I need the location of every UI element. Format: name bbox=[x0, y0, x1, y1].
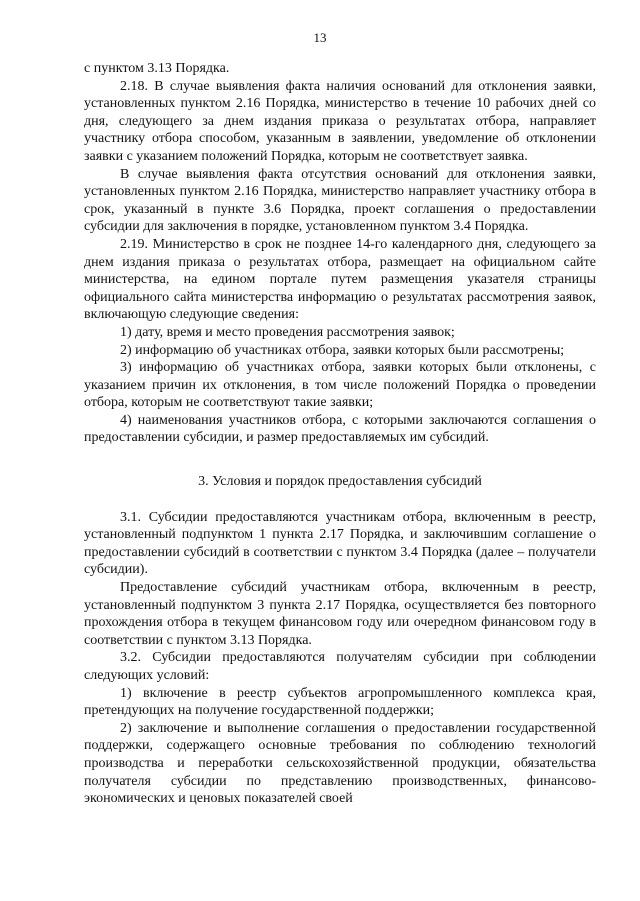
section-heading: 3. Условия и порядок предоставления субсидий bbox=[198, 474, 482, 490]
paragraph-2-19: 2.19. Министерство в срок не позднее 14-го календарного дня, следующего за днем издания приказа о результатах отбора, размещает на официальном сайте министерства, на едином портале путем размещения указателя страницы официального сайта министерства информацию о результатах рассмотрения заявок, включающую следующие сведения: bbox=[84, 236, 596, 323]
page-number: 13 bbox=[313, 30, 327, 45]
document-body bbox=[84, 60, 596, 808]
list-item-3-2-2: 2) заключение и выполнение соглашения о предоставлении государственной поддержки, содержащего основные требования по соблюдению технологий производства и переработки сельскохозяйственной продукции, обязательства получателя субсидии по представлению производственных, финансово-экономических и ценовых показателей своей bbox=[84, 720, 596, 807]
paragraph-2-18-absence: В случае выявления факта отсутствия оснований для отклонения заявки, установленных пунктом 2.16 Порядка, министерство направляет участнику отбора в срок, указанный в пункте 3.6 Порядка, проект соглашения о предоставлении субсидии для заключения в порядке, установленном пунктом 3.4 Порядка. bbox=[84, 166, 596, 235]
list-item-2-19-4: 4) наименования участников отбора, с которыми заключаются соглашения о предоставлении субсидии, и размер предоставляемых им субсидий. bbox=[84, 412, 596, 446]
list-item-2-19-2: 2) информацию об участниках отбора, заявки которых были рассмотрены; bbox=[120, 342, 565, 358]
paragraph-3-1-registry: Предоставление субсидий участникам отбора, включенным в реестр, установленный подпунктом 3 пункта 2.17 Порядка, осуществляется без повторного прохождения отбора в текущем финансовом году или очередном финансовом году в соответствии с пунктом 3.13 Порядка. bbox=[84, 580, 596, 648]
paragraph-3-2: 3.2. Субсидии предоставляются получателям субсидии при соблюдении следующих условий: bbox=[84, 650, 596, 683]
list-item-2-19-3: 3) информацию об участниках отбора, заявки которых были отклонены, с указанием причин их отклонения, в том числе положений Порядка о проведении отбора, которым не соответствуют такие заявки; bbox=[84, 360, 596, 411]
paragraph-3-1: 3.1. Субсидии предоставляются участникам отбора, включенным в реестр, установленный подпунктом 1 пункта 2.17 Порядка, и заключившим соглашение о предоставлении субсидий в соответствии с пунктом 3.4 Порядка (далее – получатели субсидии). bbox=[84, 509, 596, 578]
list-item-2-19-1: 1) дату, время и место проведения рассмотрения заявок; bbox=[120, 324, 455, 340]
paragraph-2-18: 2.18. В случае выявления факта наличия оснований для отклонения заявки, установленных пунктом 2.16 Порядка, министерство в течение 10 рабочих дней со дня, следующего за днем издания приказа о результатах отбора, направляет участнику отбора способом, указанным в заявлении, уведомление об отклонении заявки с указанием положений Порядка, которым не соответствует заявка. bbox=[84, 78, 596, 164]
paragraph-continuation: с пунктом 3.13 Порядка. bbox=[84, 61, 230, 76]
list-item-3-2-1: 1) включение в реестр субъектов агропромышленного комплекса края, претендующих на получение государственной поддержки; bbox=[84, 685, 596, 719]
